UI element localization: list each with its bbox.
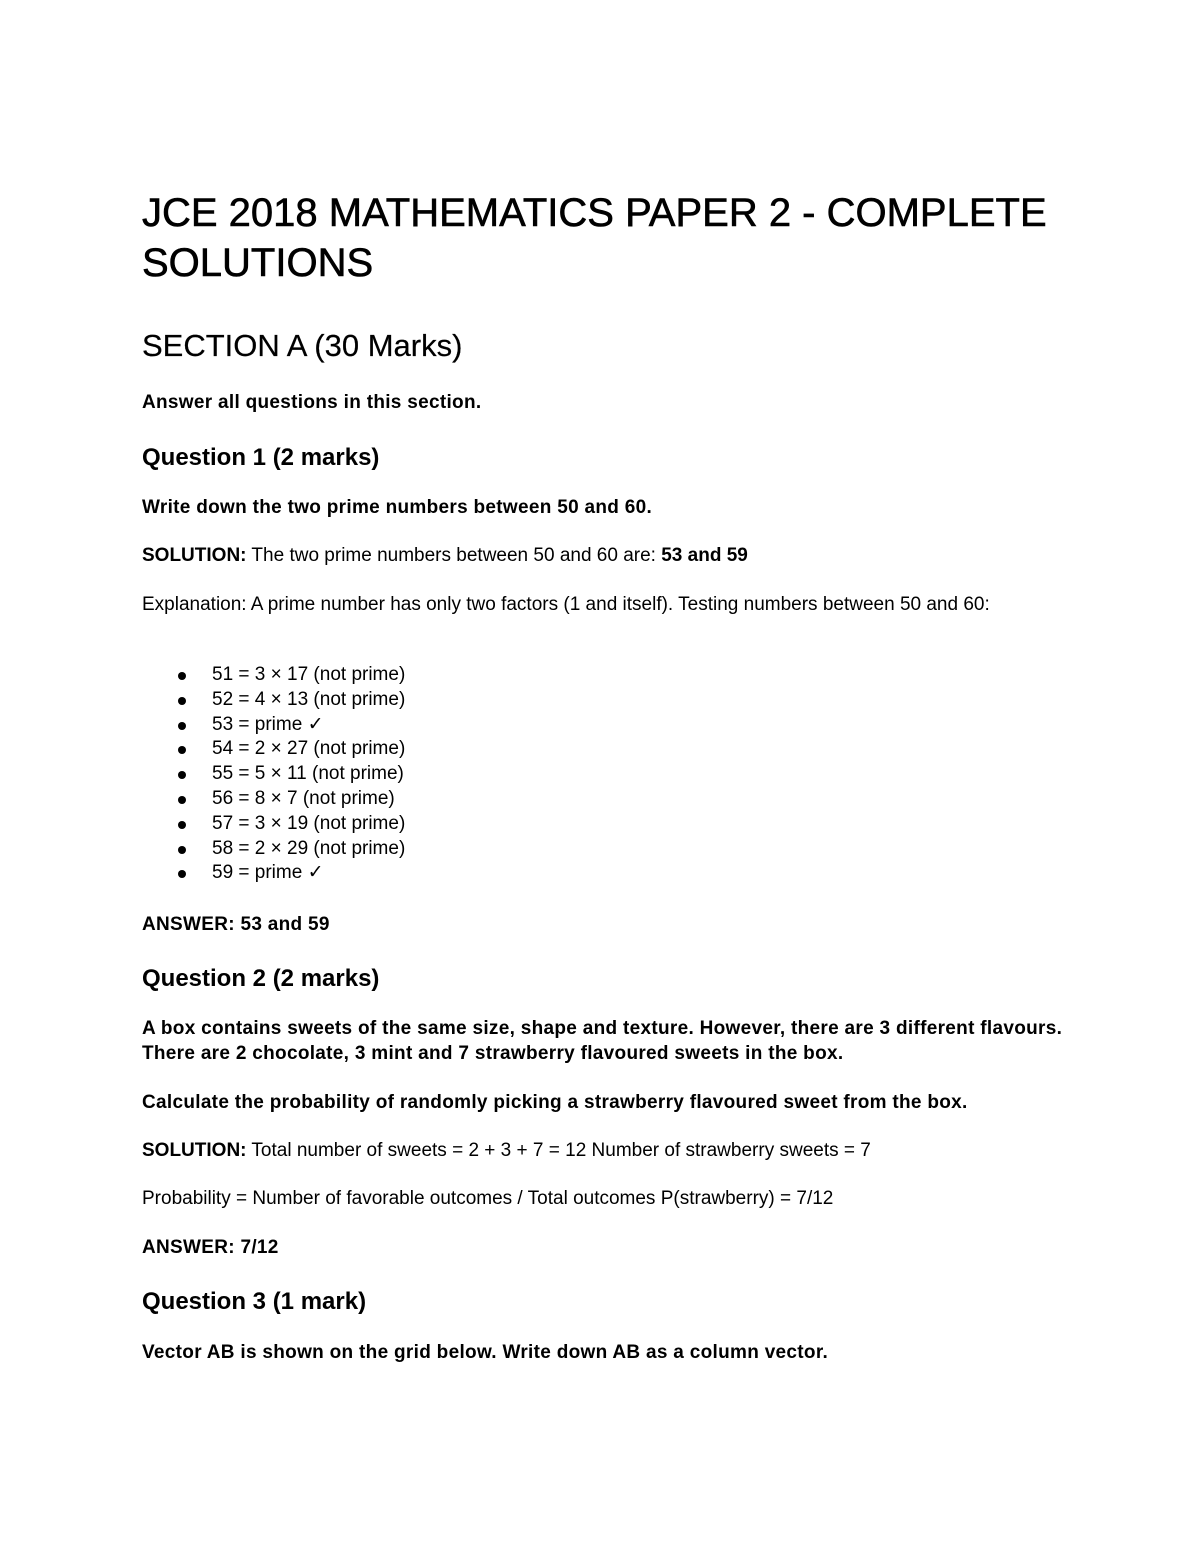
- question-3-heading: Question 3 (1 mark): [142, 1288, 367, 1315]
- list-item: 58 = 2 × 29 (not prime): [142, 837, 405, 862]
- bullet-icon: [178, 746, 186, 754]
- question-2-solution: [142, 1138, 871, 1163]
- section-instruction: Answer all questions in this section.: [142, 392, 482, 413]
- prime-test-list: [142, 663, 405, 886]
- document-title: JCE 2018 MATHEMATICS PAPER 2 - COMPLETE SOLUTIONS: [142, 191, 1047, 285]
- question-1-answer: ANSWER: 53 and 59: [142, 914, 330, 935]
- question-1-prompt: Write down the two prime numbers between 50 and 60.: [142, 497, 653, 518]
- solution-label: SOLUTION:: [142, 1140, 247, 1161]
- question-2-probability: Probability = Number of favorable outcomes / Total outcomes P(strawberry) = 7/12: [142, 1188, 834, 1209]
- bullet-icon: [178, 672, 186, 680]
- question-1-heading: Question 1 (2 marks): [142, 444, 380, 471]
- list-item: 53 = prime ✓: [142, 713, 405, 738]
- list-item: 56 = 8 × 7 (not prime): [142, 787, 405, 812]
- bullet-icon: [178, 846, 186, 854]
- bullet-icon: [178, 722, 186, 730]
- solution-text: Total number of sweets = 2 + 3 + 7 = 12 Number of strawberry sweets = 7: [246, 1140, 871, 1161]
- list-item: 57 = 3 × 19 (not prime): [142, 812, 405, 837]
- question-3-prompt: Vector AB is shown on the grid below. Write down AB as a column vector.: [142, 1342, 829, 1363]
- question-2-prompt: A box contains sweets of the same size, shape and texture. However, there are 3 different flavours. There are 2 chocolate, 3 mint and 7 strawberry flavoured sweets in the box.: [142, 1018, 1063, 1064]
- bullet-icon: [178, 771, 186, 779]
- list-item: 59 = prime ✓: [142, 861, 405, 886]
- section-heading: SECTION A (30 Marks): [142, 328, 463, 363]
- solution-text: The two prime numbers between 50 and 60 are:: [246, 545, 662, 566]
- solution-bold: 53 and 59: [661, 545, 748, 566]
- bullet-icon: [178, 870, 186, 878]
- question-2-answer: ANSWER: 7/12: [142, 1237, 279, 1258]
- question-1-explanation: Explanation: A prime number has only two factors (1 and itself). Testing numbers between 50 and 60:: [142, 594, 990, 615]
- question-2-heading: Question 2 (2 marks): [142, 965, 380, 992]
- list-item: 55 = 5 × 11 (not prime): [142, 762, 405, 787]
- list-item: 51 = 3 × 17 (not prime): [142, 663, 405, 688]
- question-1-solution: [142, 543, 748, 568]
- bullet-icon: [178, 796, 186, 804]
- list-item: 52 = 4 × 13 (not prime): [142, 688, 405, 713]
- list-item: 54 = 2 × 27 (not prime): [142, 737, 405, 762]
- bullet-icon: [178, 821, 186, 829]
- bullet-icon: [178, 697, 186, 705]
- question-2-task: Calculate the probability of randomly picking a strawberry flavoured sweet from the box.: [142, 1092, 968, 1113]
- solution-label: SOLUTION:: [142, 545, 247, 566]
